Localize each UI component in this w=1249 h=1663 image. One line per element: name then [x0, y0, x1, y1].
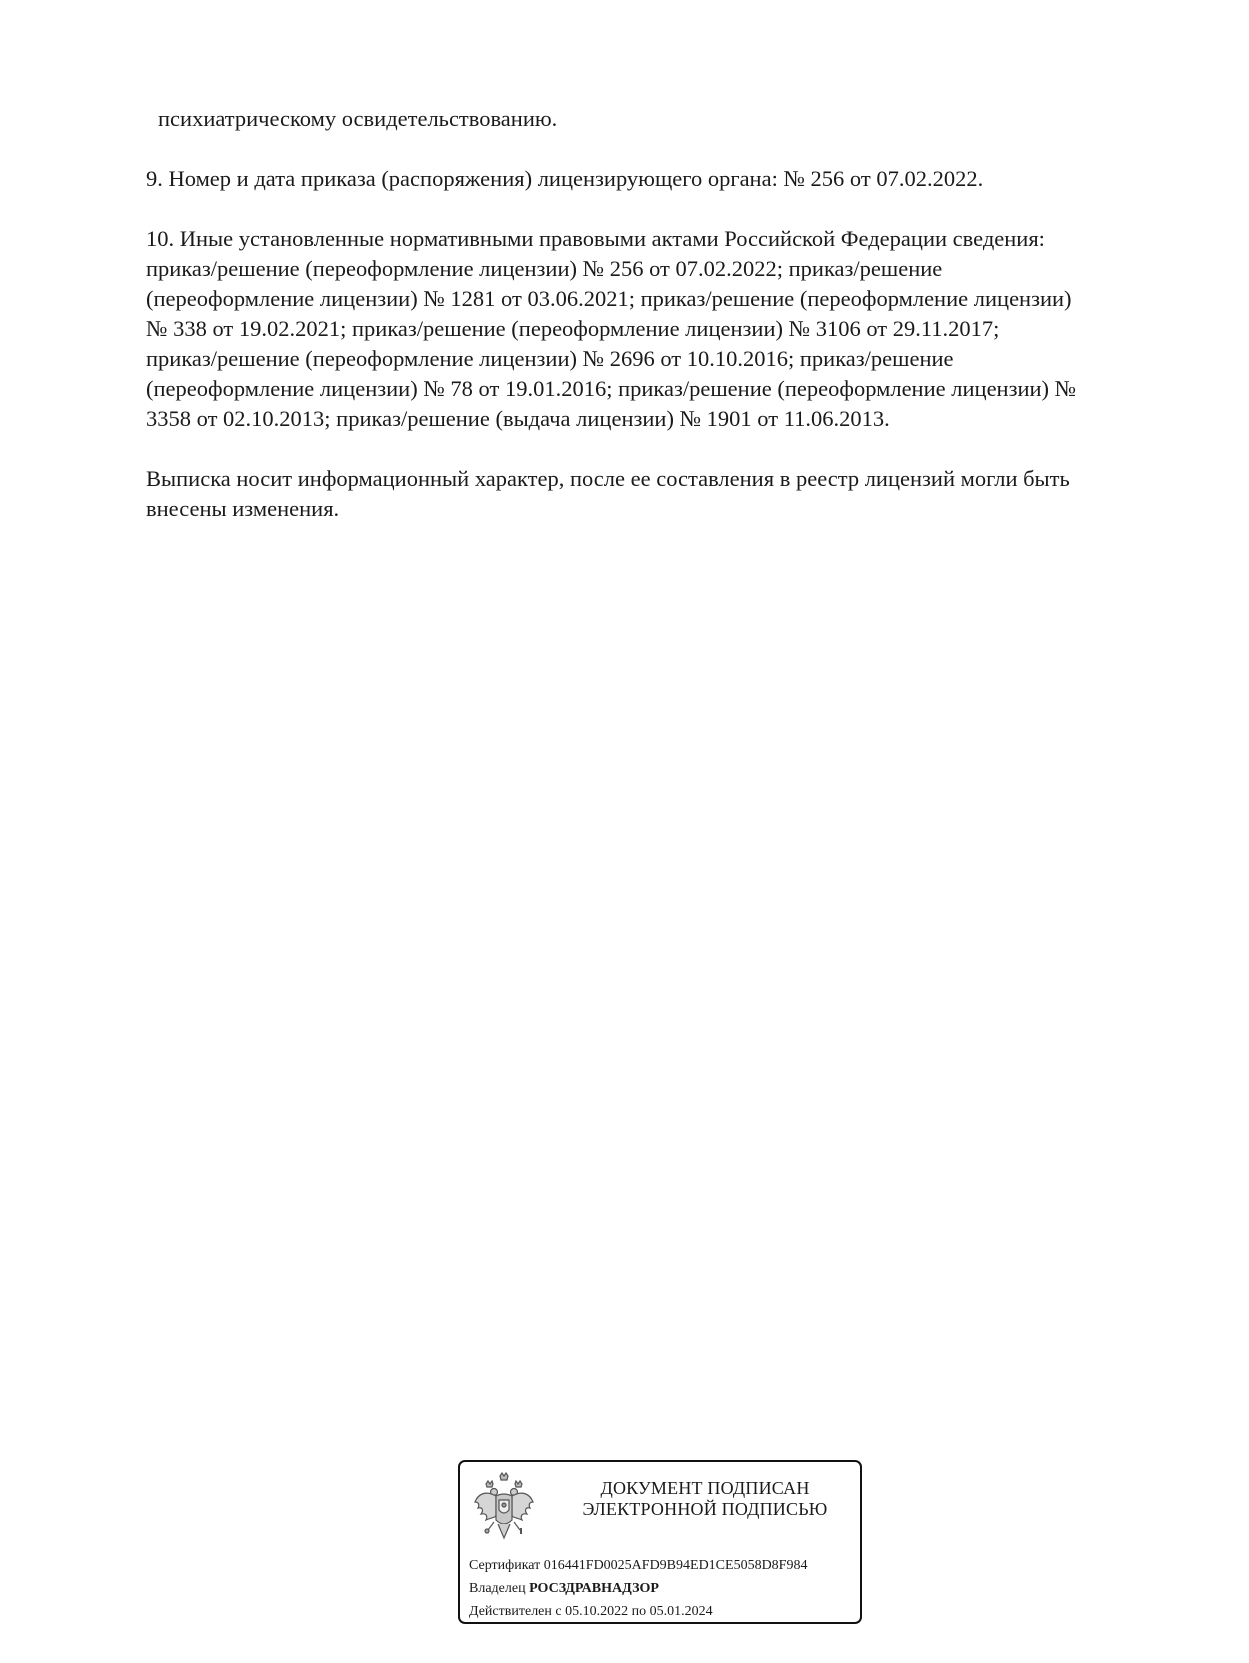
disclaimer-line: внесены изменения.	[146, 496, 340, 521]
signature-title-line-1: ДОКУМЕНТ ПОДПИСАН	[600, 1478, 810, 1498]
item-10-line: 10. Иные установленные нормативными правовыми актами Российской Федерации сведения:	[146, 226, 1045, 251]
item-9: 9. Номер и дата приказа (распоряжения) лицензирующего органа: № 256 от 07.02.2022.	[146, 166, 984, 191]
certificate-value: 016441FD0025AFD9B94ED1CE5058D8F984	[543, 1558, 808, 1573]
disclaimer-line: Выписка носит информационный характер, после ее составления в реестр лицензий могли быть	[146, 466, 1070, 491]
continuation-text: психиатрическому освидетельствованию.	[158, 106, 558, 131]
owner-row	[469, 1577, 807, 1600]
item-10	[146, 224, 1166, 434]
item-10-line: (переоформление лицензии) № 78 от 19.01.2016; приказ/решение (переоформление лицензии) №	[146, 376, 1077, 401]
signature-title	[560, 1478, 850, 1520]
certificate-row	[469, 1554, 807, 1577]
coat-of-arms-icon	[472, 1472, 536, 1544]
disclaimer	[146, 464, 1166, 524]
signature-title-line-2: ЭЛЕКТРОННОЙ ПОДПИСЬЮ	[582, 1499, 828, 1519]
signature-details	[469, 1554, 807, 1623]
item-10-line: (переоформление лицензии) № 1281 от 03.06.2021; приказ/решение (переоформление лицензии)	[146, 286, 1072, 311]
validity-row: Действителен с 05.10.2022 по 05.01.2024	[469, 1604, 713, 1619]
owner-value: РОСЗДРАВНАДЗОР	[529, 1581, 659, 1596]
item-10-line: № 338 от 19.02.2021; приказ/решение (переоформление лицензии) № 3106 от 29.11.2017;	[146, 316, 1000, 341]
item-10-line: 3358 от 02.10.2013; приказ/решение (выдача лицензии) № 1901 от 11.06.2013.	[146, 406, 890, 431]
item-10-line: приказ/решение (переоформление лицензии) № 256 от 07.02.2022; приказ/решение	[146, 256, 943, 281]
item-10-line: приказ/решение (переоформление лицензии) № 2696 от 10.10.2016; приказ/решение	[146, 346, 954, 371]
document-body	[146, 104, 1166, 524]
owner-label: Владелец	[469, 1581, 526, 1596]
electronic-signature-stamp	[458, 1460, 862, 1624]
certificate-label: Сертификат	[469, 1558, 541, 1573]
